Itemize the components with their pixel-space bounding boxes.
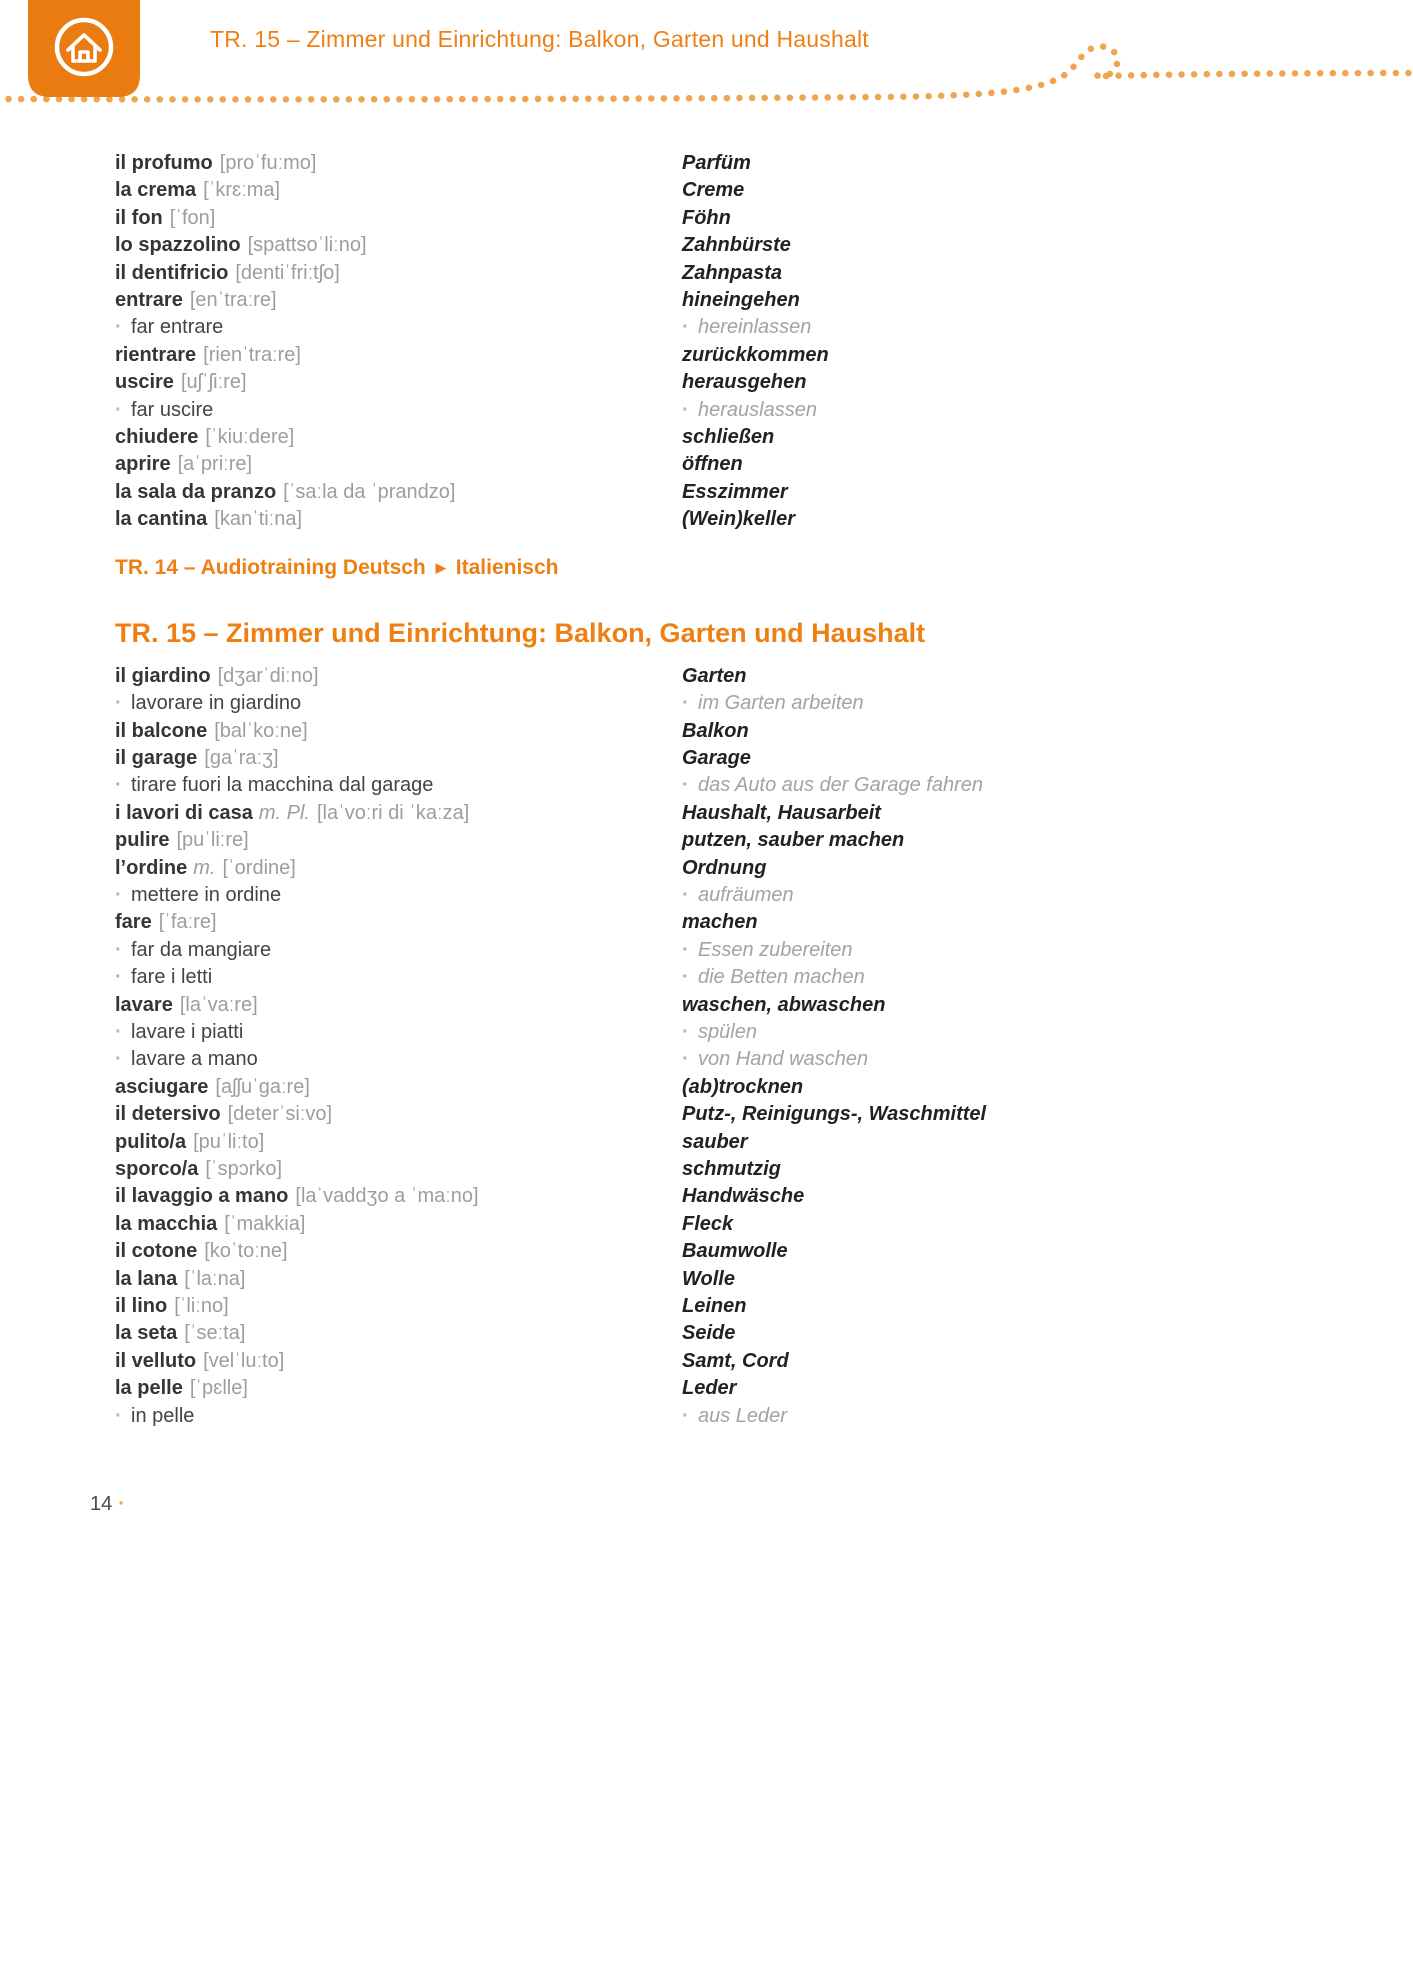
vocab-row <box>115 1238 1353 1265</box>
italian-column <box>115 1211 682 1238</box>
german-translation: Balkon <box>682 719 749 742</box>
german-column <box>682 479 1353 506</box>
ipa-pronunciation: [laˈvoːri di ˈkaːza] <box>316 801 470 824</box>
italian-column <box>115 882 682 909</box>
vocab-row <box>115 1403 1353 1430</box>
vocab-row <box>115 855 1353 882</box>
ipa-pronunciation: [ˈfon] <box>169 206 216 229</box>
vocab-row <box>115 937 1353 964</box>
italian-term: lavorare in giardino <box>131 692 302 715</box>
german-column <box>682 1403 1353 1430</box>
german-column <box>682 150 1353 177</box>
ipa-pronunciation: [spattsoˈliːno] <box>247 234 367 257</box>
vocab-row <box>115 314 1353 341</box>
vocab-row <box>115 992 1353 1019</box>
vocab-row <box>115 1101 1353 1128</box>
italian-term: fare i letti <box>131 966 213 989</box>
italian-column <box>115 1074 682 1101</box>
vocab-row <box>115 827 1353 854</box>
ipa-pronunciation: [balˈkoːne] <box>214 719 308 742</box>
german-translation: aus Leder <box>698 1404 787 1427</box>
german-translation: Wolle <box>682 1267 735 1290</box>
italian-term: far entrare <box>131 316 224 339</box>
italian-term: rientrare <box>115 343 197 366</box>
italian-term: il velluto <box>115 1349 197 1372</box>
italian-term: il giardino <box>115 664 211 687</box>
german-column <box>682 827 1353 854</box>
bullet-icon: · <box>682 966 689 989</box>
ipa-pronunciation: [deterˈsiːvo] <box>227 1103 333 1126</box>
italian-term: entrare <box>115 289 183 312</box>
italian-column <box>115 1129 682 1156</box>
italian-column <box>115 506 682 533</box>
vocab-row <box>115 1348 1353 1375</box>
italian-column <box>115 369 682 396</box>
german-column <box>682 1320 1353 1347</box>
ipa-pronunciation: [puˈliːre] <box>176 829 249 852</box>
vocab-row <box>115 1046 1353 1073</box>
italian-column <box>115 424 682 451</box>
german-column <box>682 855 1353 882</box>
german-translation: das Auto aus der Garage fahren <box>698 774 983 797</box>
bullet-icon: · <box>682 1404 689 1427</box>
italian-column <box>115 260 682 287</box>
german-column <box>682 937 1353 964</box>
german-column <box>682 314 1353 341</box>
german-column <box>682 909 1353 936</box>
ipa-pronunciation: [laˈvaːre] <box>179 993 258 1016</box>
page-header-title: TR. 15 – Zimmer und Einrichtung: Balkon, Garten und Haushalt <box>210 26 869 52</box>
ipa-pronunciation: [ˈmakkia] <box>224 1212 306 1235</box>
german-column <box>682 451 1353 478</box>
italian-term: asciugare <box>115 1075 209 1098</box>
vocab-row <box>115 150 1353 177</box>
bullet-icon: · <box>115 1020 122 1043</box>
german-translation: Ordnung <box>682 856 767 879</box>
german-column <box>682 424 1353 451</box>
ipa-pronunciation: [ˈspɔrko] <box>205 1158 283 1180</box>
german-translation: hereinlassen <box>698 316 812 339</box>
italian-column <box>115 1266 682 1293</box>
german-column <box>682 1046 1353 1073</box>
italian-term: il profumo <box>115 152 213 174</box>
bullet-icon: · <box>115 316 122 339</box>
vocab-list-section-2 <box>115 663 1353 1430</box>
ipa-pronunciation: [ˈliːno] <box>174 1295 229 1318</box>
vocab-row <box>115 909 1353 936</box>
german-translation: Baumwolle <box>682 1240 788 1263</box>
ipa-pronunciation: [ˈordine] <box>222 856 296 879</box>
german-column <box>682 718 1353 745</box>
ipa-pronunciation: [rienˈtraːre] <box>203 343 301 366</box>
ipa-pronunciation: [dʒarˈdiːno] <box>217 664 319 687</box>
italian-column <box>115 1183 682 1210</box>
ipa-pronunciation: [kanˈtiːna] <box>214 508 303 531</box>
page-number-dot-icon: · <box>118 1493 125 1515</box>
german-translation: von Hand waschen <box>698 1048 869 1071</box>
italian-term: la sala da pranzo <box>115 480 277 503</box>
ipa-pronunciation: [ˈkiuːdere] <box>205 426 295 449</box>
italian-term: il balcone <box>115 719 208 742</box>
italian-column <box>115 1046 682 1073</box>
ipa-pronunciation: [koˈtoːne] <box>204 1240 288 1263</box>
vocab-row <box>115 260 1353 287</box>
italian-term: il fon <box>115 206 163 229</box>
ipa-pronunciation: [gaˈraːʒ] <box>204 746 279 769</box>
vocab-row <box>115 882 1353 909</box>
german-column <box>682 964 1353 991</box>
italian-term: lavare a mano <box>131 1048 258 1071</box>
bullet-icon: · <box>115 966 122 989</box>
italian-column <box>115 451 682 478</box>
vocab-row <box>115 232 1353 259</box>
german-translation: herausgehen <box>682 371 807 394</box>
italian-term: il lino <box>115 1295 168 1318</box>
italian-term: pulire <box>115 829 170 852</box>
german-translation: die Betten machen <box>698 966 865 989</box>
italian-term: in pelle <box>131 1404 195 1427</box>
italian-column <box>115 314 682 341</box>
italian-column <box>115 1101 682 1128</box>
german-column <box>682 369 1353 396</box>
italian-column <box>115 150 682 177</box>
italian-term: il detersivo <box>115 1103 221 1126</box>
vocab-row <box>115 1266 1353 1293</box>
german-translation: aufräumen <box>698 883 794 906</box>
italian-column <box>115 1156 682 1183</box>
german-translation: Esszimmer <box>682 480 788 503</box>
bullet-icon: · <box>115 398 122 421</box>
german-translation: schmutzig <box>682 1158 781 1180</box>
italian-term: lavare <box>115 993 173 1016</box>
ipa-pronunciation: [velˈluːto] <box>203 1349 285 1372</box>
italian-term: la pelle <box>115 1377 183 1400</box>
italian-term: il lavaggio a mano <box>115 1185 289 1208</box>
bullet-icon: · <box>115 692 122 715</box>
vocab-row <box>115 1074 1353 1101</box>
italian-term: pulito/a <box>115 1130 187 1153</box>
italian-column <box>115 800 682 827</box>
german-column <box>682 1348 1353 1375</box>
ipa-pronunciation: [enˈtraːre] <box>189 289 277 312</box>
italian-term: i lavori di casa <box>115 801 253 824</box>
vocab-content <box>0 150 1413 1430</box>
italian-column <box>115 287 682 314</box>
ipa-pronunciation: [ˈseːta] <box>184 1322 246 1345</box>
italian-column <box>115 177 682 204</box>
german-translation: herauslassen <box>698 398 817 421</box>
bullet-icon: · <box>682 1020 689 1043</box>
german-column <box>682 745 1353 772</box>
vocab-row <box>115 1211 1353 1238</box>
vocab-row <box>115 663 1353 690</box>
vocab-row <box>115 369 1353 396</box>
italian-column <box>115 479 682 506</box>
german-translation: machen <box>682 911 758 934</box>
german-column <box>682 1211 1353 1238</box>
italian-column <box>115 964 682 991</box>
bullet-icon: · <box>682 398 689 421</box>
german-translation: hineingehen <box>682 289 800 312</box>
german-column <box>682 287 1353 314</box>
german-column <box>682 1375 1353 1402</box>
italian-column <box>115 718 682 745</box>
german-column <box>682 1074 1353 1101</box>
german-translation: Parfüm <box>682 152 751 174</box>
bullet-icon: · <box>115 1048 122 1071</box>
section-heading-tr14 <box>115 556 1353 584</box>
german-column <box>682 205 1353 232</box>
italian-column <box>115 909 682 936</box>
italian-term: l’ordine <box>115 856 188 879</box>
tr14-right-label: Italienisch <box>455 555 559 579</box>
german-translation: Föhn <box>682 206 731 229</box>
section-heading-tr15: TR. 15 – Zimmer und Einrichtung: Balkon, Garten und Haushalt <box>115 617 926 648</box>
vocab-row <box>115 745 1353 772</box>
german-translation: Seide <box>682 1322 736 1345</box>
ipa-pronunciation: [ˈsaːla da ˈprandzo] <box>283 480 456 503</box>
ipa-pronunciation: [puˈliːto] <box>193 1130 265 1153</box>
bullet-icon: · <box>682 938 689 961</box>
vocab-row <box>115 1129 1353 1156</box>
german-translation: Garten <box>682 664 747 687</box>
german-column <box>682 506 1353 533</box>
bullet-icon: · <box>682 316 689 339</box>
ipa-pronunciation: [ˈkrɛːma] <box>203 179 281 202</box>
german-column <box>682 992 1353 1019</box>
german-translation: öffnen <box>682 453 743 476</box>
italian-column <box>115 1019 682 1046</box>
bullet-icon: · <box>682 692 689 715</box>
german-translation: im Garten arbeiten <box>698 692 864 715</box>
vocab-row <box>115 1019 1353 1046</box>
italian-column <box>115 1238 682 1265</box>
german-translation: Creme <box>682 179 745 202</box>
vocab-row <box>115 772 1353 799</box>
german-column <box>682 772 1353 799</box>
ipa-pronunciation: [ˈpɛlle] <box>189 1377 248 1400</box>
italian-column <box>115 232 682 259</box>
italian-term: tirare fuori la macchina dal garage <box>131 774 434 797</box>
german-translation: Essen zubereiten <box>698 938 853 961</box>
arrow-right-icon: ▶ <box>435 559 446 575</box>
german-column <box>682 1019 1353 1046</box>
bullet-icon: · <box>115 883 122 906</box>
german-column <box>682 232 1353 259</box>
german-column <box>682 397 1353 424</box>
italian-term: lo spazzolino <box>115 234 241 257</box>
page-number <box>90 1493 125 1516</box>
vocab-row <box>115 506 1353 533</box>
german-translation: spülen <box>698 1020 757 1043</box>
german-translation: Garage <box>682 746 751 769</box>
german-column <box>682 800 1353 827</box>
bullet-icon: · <box>115 938 122 961</box>
italian-column <box>115 1320 682 1347</box>
german-column <box>682 177 1353 204</box>
german-column <box>682 882 1353 909</box>
german-translation: Putz-, Reinigungs-, Waschmittel <box>682 1103 987 1126</box>
italian-column <box>115 1348 682 1375</box>
german-translation: (ab)trocknen <box>682 1075 804 1098</box>
italian-term: far uscire <box>131 398 214 421</box>
italian-column <box>115 745 682 772</box>
german-translation: Handwäsche <box>682 1185 805 1208</box>
vocab-row <box>115 451 1353 478</box>
vocab-row <box>115 1320 1353 1347</box>
ipa-pronunciation: [ˈfaːre] <box>158 911 217 934</box>
italian-column <box>115 937 682 964</box>
vocab-row <box>115 1156 1353 1183</box>
italian-term: la cantina <box>115 508 208 531</box>
bullet-icon: · <box>115 774 122 797</box>
italian-term: sporco/a <box>115 1158 199 1180</box>
german-translation: waschen, abwaschen <box>682 993 886 1016</box>
german-column <box>682 1183 1353 1210</box>
italian-term: la seta <box>115 1322 178 1345</box>
italian-term: lavare i piatti <box>131 1020 244 1043</box>
vocab-row <box>115 1375 1353 1402</box>
vocab-row <box>115 342 1353 369</box>
bullet-icon: · <box>682 1048 689 1071</box>
ipa-pronunciation: [uʃˈʃiːre] <box>180 371 247 394</box>
german-translation: Samt, Cord <box>682 1349 789 1372</box>
vocab-row <box>115 718 1353 745</box>
german-column <box>682 342 1353 369</box>
bullet-icon: · <box>682 883 689 906</box>
italian-term: il dentifricio <box>115 261 229 284</box>
italian-term: mettere in ordine <box>131 883 282 906</box>
german-column <box>682 1293 1353 1320</box>
german-column <box>682 1129 1353 1156</box>
italian-term: la crema <box>115 179 197 202</box>
italian-term: fare <box>115 911 152 934</box>
german-column <box>682 1101 1353 1128</box>
vocab-row <box>115 1183 1353 1210</box>
italian-term: il cotone <box>115 1240 198 1263</box>
ipa-pronunciation: [dentiˈfriːtʃo] <box>235 261 340 284</box>
vocab-row <box>115 424 1353 451</box>
italian-term: chiudere <box>115 426 199 449</box>
italian-column <box>115 663 682 690</box>
german-translation: Fleck <box>682 1212 734 1235</box>
italian-column <box>115 1375 682 1402</box>
german-column <box>682 260 1353 287</box>
italian-column <box>115 855 682 882</box>
italian-column <box>115 342 682 369</box>
grammar-note: m. <box>193 856 216 879</box>
italian-column <box>115 1293 682 1320</box>
bullet-icon: · <box>682 774 689 797</box>
vocab-row <box>115 397 1353 424</box>
vocab-row <box>115 964 1353 991</box>
italian-term: aprire <box>115 453 171 476</box>
vocab-row <box>115 479 1353 506</box>
german-translation: Zahnbürste <box>682 234 791 257</box>
german-translation: Leinen <box>682 1295 747 1318</box>
german-column <box>682 663 1353 690</box>
german-translation: zurückkommen <box>682 343 829 366</box>
italian-column <box>115 690 682 717</box>
german-column <box>682 1156 1353 1183</box>
vocab-list-section-1 <box>115 150 1353 534</box>
german-translation: Leder <box>682 1377 737 1400</box>
italian-term: la lana <box>115 1267 178 1290</box>
ipa-pronunciation: [laˈvaddʒo a ˈmaːno] <box>295 1185 479 1208</box>
tr14-left-label: TR. 14 – Audiotraining Deutsch <box>115 555 426 579</box>
vocab-row <box>115 205 1353 232</box>
german-translation: Zahnpasta <box>682 261 783 284</box>
vocab-row <box>115 1293 1353 1320</box>
bullet-icon: · <box>115 1404 122 1427</box>
italian-term: uscire <box>115 371 174 394</box>
vocab-row <box>115 177 1353 204</box>
german-translation: sauber <box>682 1130 748 1153</box>
page-number-value: 14 <box>90 1493 113 1515</box>
ipa-pronunciation: [aˈpriːre] <box>177 453 253 476</box>
german-translation: (Wein)keller <box>682 508 795 531</box>
dotted-divider <box>0 0 1413 120</box>
ipa-pronunciation: [ˈlaːna] <box>184 1267 246 1290</box>
grammar-note: m. Pl. <box>258 801 310 824</box>
german-column <box>682 1238 1353 1265</box>
italian-column <box>115 1403 682 1430</box>
italian-column <box>115 397 682 424</box>
ipa-pronunciation: [aʃʃuˈgaːre] <box>215 1075 310 1098</box>
german-translation: Haushalt, Hausarbeit <box>682 801 881 824</box>
vocab-row <box>115 287 1353 314</box>
vocab-row <box>115 690 1353 717</box>
ipa-pronunciation: [proˈfuːmo] <box>219 152 317 174</box>
german-translation: schließen <box>682 426 775 449</box>
italian-column <box>115 827 682 854</box>
house-icon <box>28 0 140 97</box>
italian-term: far da mangiare <box>131 938 272 961</box>
german-column <box>682 690 1353 717</box>
german-translation: putzen, sauber machen <box>682 829 905 852</box>
italian-column <box>115 205 682 232</box>
german-column <box>682 1266 1353 1293</box>
italian-column <box>115 772 682 799</box>
vocab-row <box>115 800 1353 827</box>
italian-term: la macchia <box>115 1212 218 1235</box>
italian-column <box>115 992 682 1019</box>
italian-term: il garage <box>115 746 198 769</box>
